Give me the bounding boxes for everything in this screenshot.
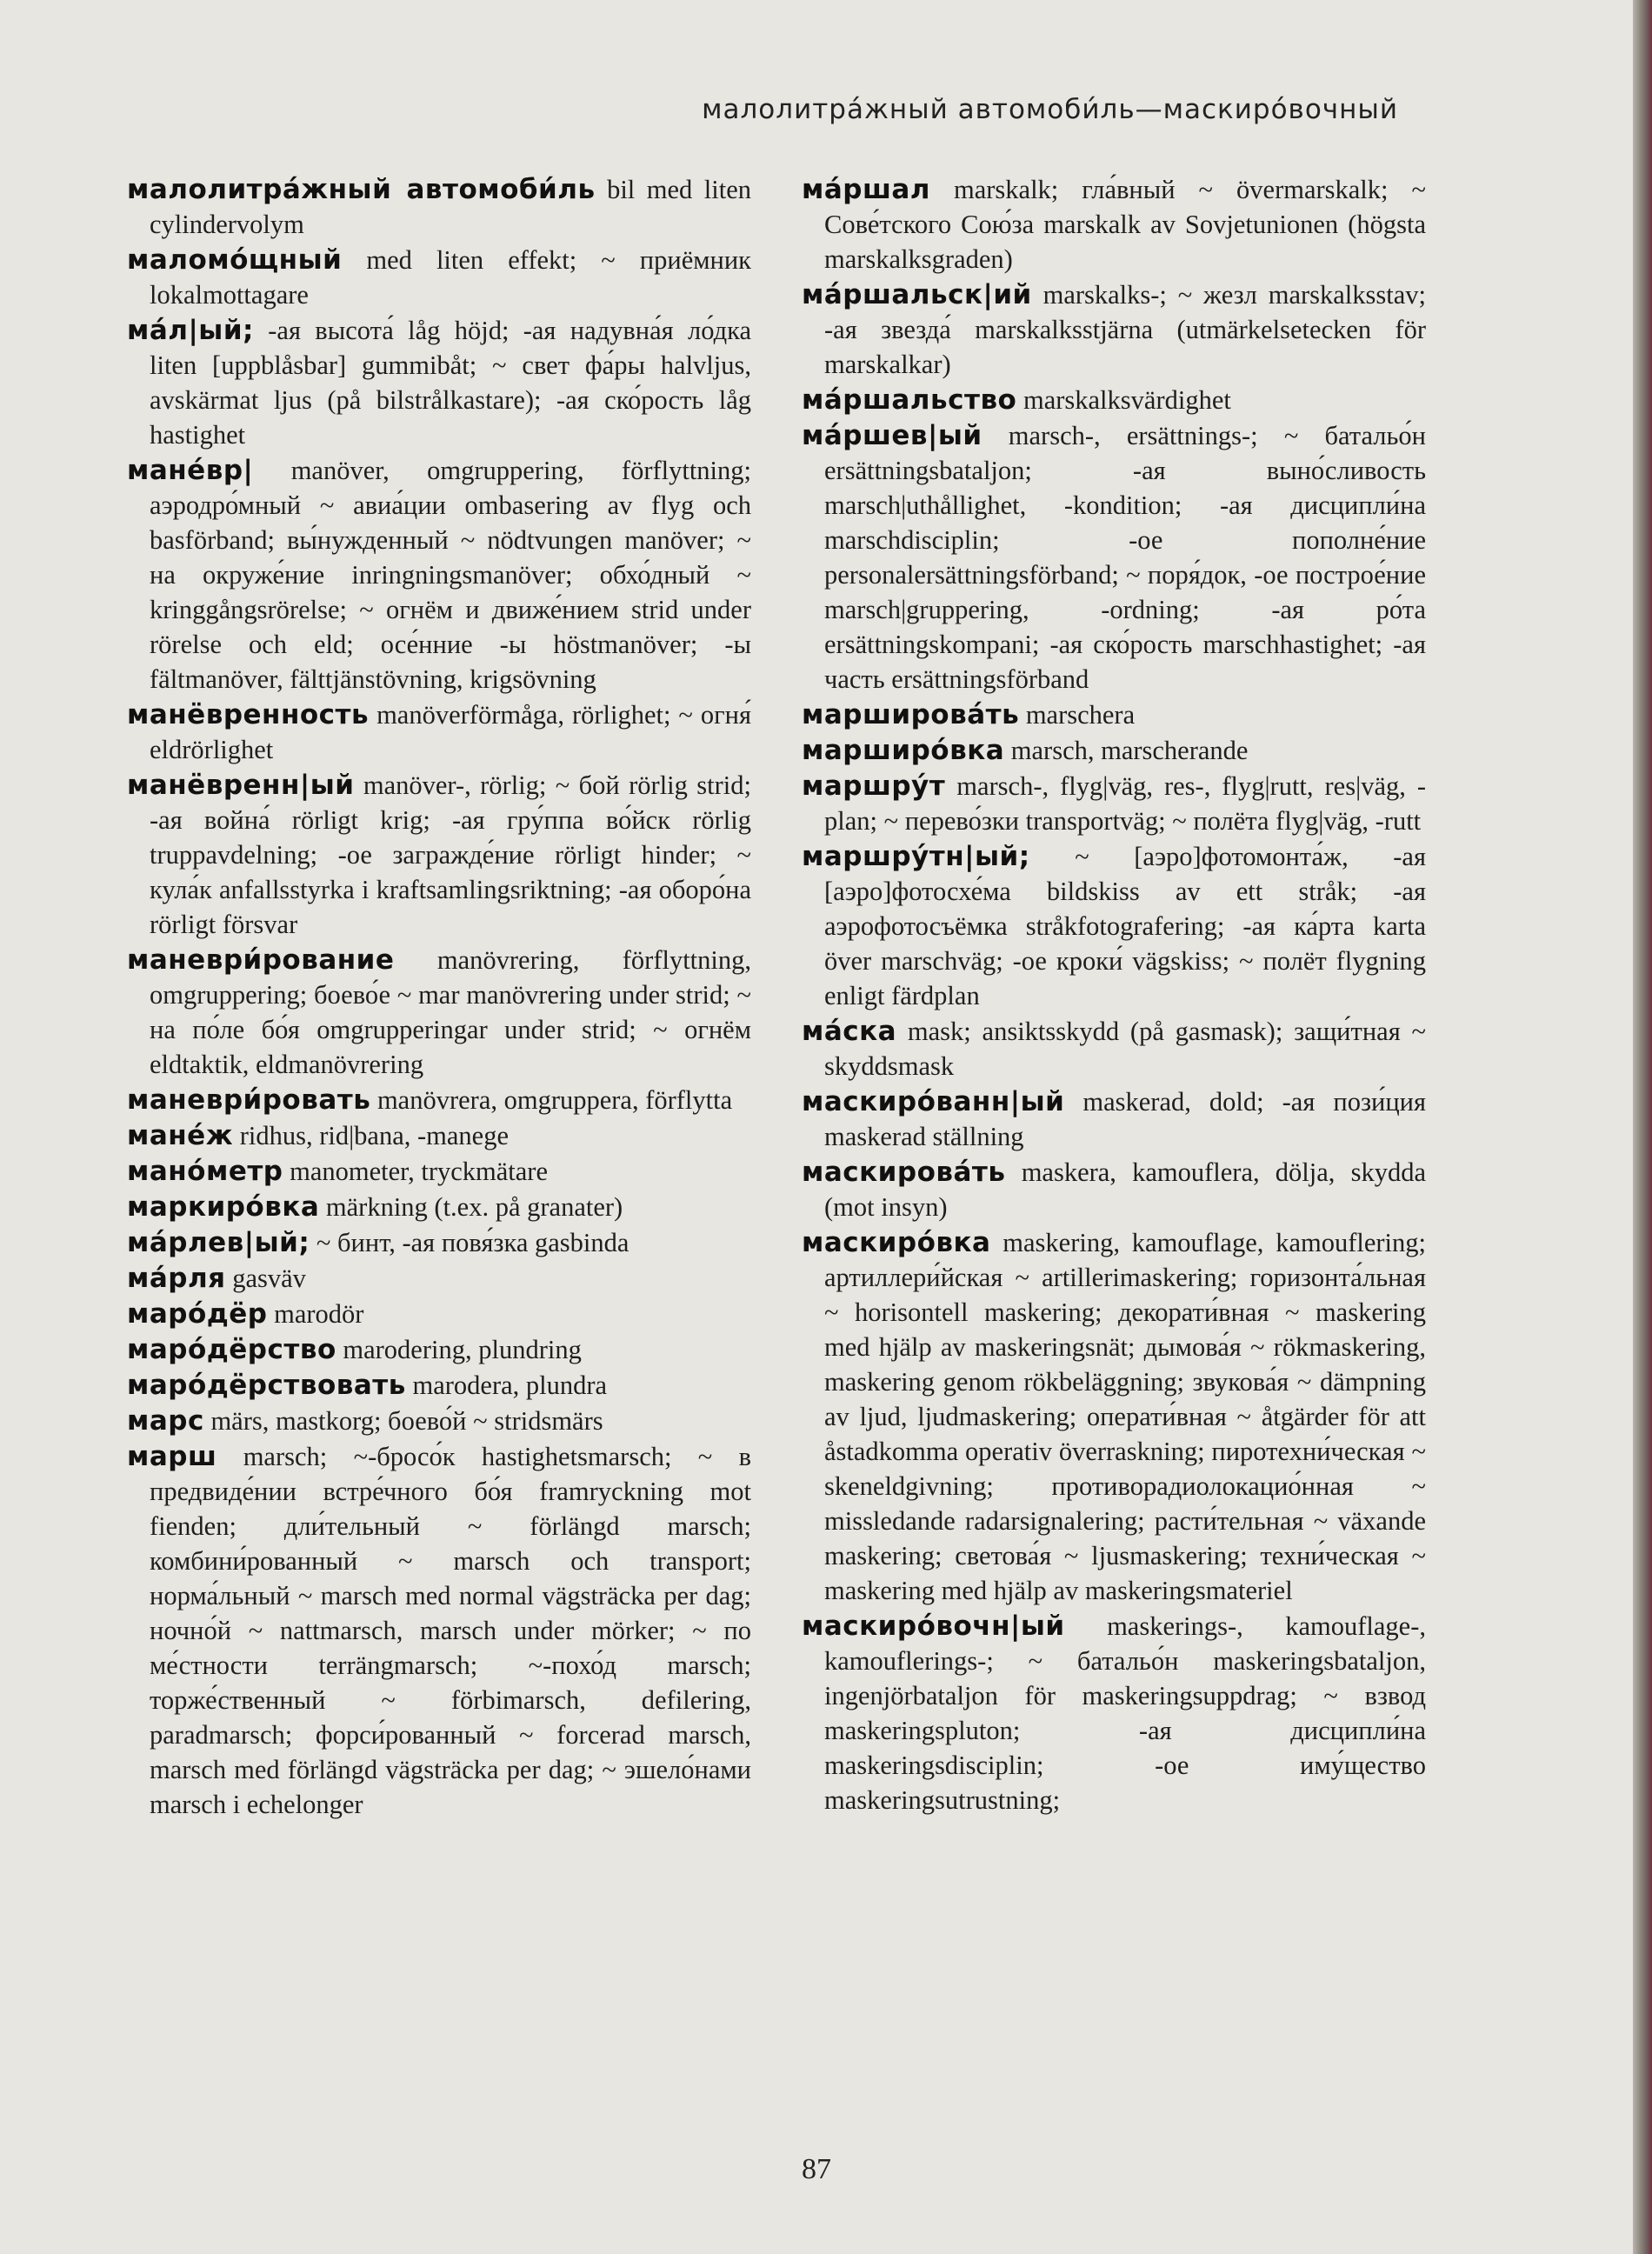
headword: марширо́вка bbox=[802, 735, 1005, 766]
definition: gasväv bbox=[232, 1264, 306, 1293]
headword: маскиро́ванн|ый bbox=[802, 1086, 1065, 1117]
headword: ма́ршальство bbox=[802, 384, 1017, 416]
right-column bbox=[802, 172, 1426, 1818]
headword: ма́л|ый; bbox=[127, 315, 254, 346]
headword: ма́рля bbox=[127, 1263, 226, 1294]
headword: маскиро́вочн|ый bbox=[802, 1610, 1065, 1642]
dictionary-entry bbox=[802, 277, 1426, 382]
definition: marskalks-; ~ жезл marskalksstav; -ая звезда́ marskalksstjärna (utmärkelsetecken för marskalkar) bbox=[824, 280, 1427, 379]
headword: маро́дёр bbox=[127, 1298, 268, 1330]
dictionary-entry bbox=[802, 1609, 1426, 1817]
dictionary-entry bbox=[127, 1154, 751, 1189]
dictionary-entry bbox=[127, 768, 751, 942]
dictionary-entry bbox=[802, 1014, 1426, 1084]
dictionary-entry bbox=[127, 697, 751, 767]
headword: мане́вр| bbox=[127, 455, 254, 486]
left-column bbox=[127, 172, 751, 1823]
headword: ма́рлев|ый; bbox=[127, 1227, 310, 1258]
dictionary-entry bbox=[127, 313, 751, 452]
running-head: малолитра́жный автомоби́ль—маскиро́вочный bbox=[702, 94, 1398, 125]
dictionary-entry bbox=[127, 1297, 751, 1331]
definition: mask; ansiktsskydd (på gasmask); защи́тная ~ skyddsmask bbox=[824, 1017, 1427, 1081]
dictionary-entry bbox=[127, 1332, 751, 1367]
headword: мано́метр bbox=[127, 1156, 283, 1187]
definition: marschera bbox=[1025, 700, 1136, 730]
page-number: 87 bbox=[802, 2153, 831, 2185]
definition: -ая высота́ låg höjd; -ая надувна́я ло́дка liten [uppblåsbar] gummibåt; ~ свет фа́ры halvljus, avskärmat ljus (på bilstrålkastare); -ая ско́рость låg hastighet bbox=[150, 316, 752, 450]
headword: ма́ршев|ый bbox=[802, 420, 983, 451]
dictionary-entry bbox=[127, 243, 751, 312]
definition: marskalksvärdighet bbox=[1023, 385, 1231, 415]
dictionary-entry bbox=[802, 1155, 1426, 1224]
dictionary-entry bbox=[127, 1261, 751, 1296]
book-spine-edge bbox=[1633, 0, 1652, 2254]
headword: малолитра́жный автомоби́ль bbox=[127, 174, 596, 205]
definition: bil med liten cylindervolym bbox=[150, 175, 751, 239]
headword: маро́дёрствовать bbox=[127, 1370, 406, 1401]
dictionary-entry bbox=[802, 1225, 1426, 1608]
definition: märkning (t.ex. på granater) bbox=[325, 1192, 623, 1222]
definition: maskerings-, kamouflage-, kamouflerings-; ~ батальо́н maskeringsbataljon, ingenjörbataljon för maskeringsuppdrag; ~ взвод maskeringspluton; -ая дисципли́на maskeringsdisciplin; -ое иму́щество maskeringsutrustning; bbox=[824, 1611, 1426, 1815]
definition: ridhus, rid|bana, -manege bbox=[239, 1121, 509, 1150]
dictionary-entry bbox=[802, 172, 1426, 277]
definition: marsch-, flyg|väg, res-, flyg|rutt, res|väg, -plan; ~ перево́зки transportväg; ~ полёта flyg|väg, -rutt bbox=[824, 771, 1427, 836]
definition: maskerad, dold; -ая пози́ция maskerad ställning bbox=[824, 1087, 1426, 1151]
dictionary-entry bbox=[127, 1225, 751, 1260]
definition: manöverförmåga, rörlighet; ~ огня́ eldrörlighet bbox=[150, 700, 751, 764]
dictionary-entry bbox=[127, 1190, 751, 1224]
headword: ма́ршальск|ий bbox=[802, 279, 1032, 310]
definition: maskera, kamouflera, dölja, skydda (mot insyn) bbox=[824, 1157, 1426, 1222]
headword: марш bbox=[127, 1441, 217, 1472]
dictionary-entry bbox=[127, 172, 751, 242]
dictionary-entry bbox=[802, 839, 1426, 1013]
dictionary-entry bbox=[127, 1368, 751, 1403]
dictionary-entry bbox=[802, 769, 1426, 838]
dictionary-entry bbox=[127, 1439, 751, 1822]
definition: manöver-, rörlig; ~ бой rörlig strid; -ая война́ rörligt krig; -ая гру́ппа во́йск rörlig truppavdelning; -ое загражде́ние rörligt hinder; ~ кула́к anfallsstyrka i kraftsamlingsriktning; -ая оборо́на rörligt försvar bbox=[150, 770, 752, 939]
dictionary-entry bbox=[127, 1404, 751, 1438]
headword: маро́дёрство bbox=[127, 1334, 336, 1365]
headword: мане́ж bbox=[127, 1120, 234, 1151]
definition: manometer, tryckmätare bbox=[290, 1157, 548, 1186]
definition: marskalk; гла́вный ~ övermarskalk; ~ Сове́тского Сою́за marskalk av Sovjetunionen (högsta marskalksgraden) bbox=[824, 175, 1426, 274]
headword: маршру́т bbox=[802, 770, 946, 802]
definition: marsch, marscherande bbox=[1010, 736, 1249, 765]
headword: манёвренность bbox=[127, 699, 370, 730]
definition: manövrera, omgruppera, förflytta bbox=[376, 1085, 733, 1115]
headword: маркиро́вка bbox=[127, 1191, 320, 1223]
headword: ма́ска bbox=[802, 1016, 897, 1047]
definition: marodering, plundring bbox=[343, 1335, 582, 1364]
definition: ~ бинт, -ая повя́зка gasbinda bbox=[316, 1228, 629, 1257]
definition: marodera, plundra bbox=[412, 1370, 608, 1400]
headword: марс bbox=[127, 1405, 204, 1437]
headword: ма́ршал bbox=[802, 174, 930, 205]
definition: ~ [аэро]фотомонта́ж, -ая [аэро]фотосхе́ма bildskiss av ett stråk; -ая аэрофотосъёмка stråkfotografering; -ая ка́рта karta över marschväg; -ое кроки́ vägskiss; ~ полёт flygning enligt färdplan bbox=[824, 842, 1426, 1010]
dictionary-entry bbox=[127, 1118, 751, 1153]
headword: марширова́ть bbox=[802, 699, 1020, 730]
dictionary-entry bbox=[127, 943, 751, 1082]
definition: marodör bbox=[274, 1299, 364, 1329]
headword: маневри́рование bbox=[127, 944, 395, 976]
dictionary-entry bbox=[802, 418, 1426, 697]
dictionary-entry bbox=[802, 733, 1426, 768]
dictionary-entry bbox=[802, 383, 1426, 417]
definition: marsch; ~-бросо́к hastighetsmarsch; ~ в предвиде́нии встре́чного бо́я framryckning mot fienden; дли́тельный ~ förlängd marsch; комбини́рованный ~ marsch och transport; норма́льный ~ marsch med normal vägsträcka per dag; ночно́й ~ nattmarsch, marsch under mörker; ~ по ме́стности terrängmarsch; ~-похо́д marsch; торже́ственный ~ förbimarsch, defilering, paradmarsch; форси́рованный ~ forcerad marsch, marsch med förlängd vägsträcka per dag; ~ эшело́нами marsch i echelonger bbox=[150, 1442, 752, 1819]
headword: маскирова́ть bbox=[802, 1157, 1006, 1188]
definition: manöver, omgruppering, förflyttning; аэродро́мный ~ авиа́ции ombasering av flyg och basförband; вы́нужденный ~ nödtvungen manöver; ~ на окруже́ние inringningsmanöver; обхо́дный ~ kringgångsrörelse; ~ огнём и движе́нием strid under rörelse och eld; осе́нние -ы höstmanöver; -ы fältmanöver, fälttjänstövning, krigsövning bbox=[150, 456, 751, 694]
definition: med liten effekt; ~ приёмник lokalmottagare bbox=[150, 245, 752, 310]
headword: маскиро́вка bbox=[802, 1227, 991, 1258]
headword: маломо́щный bbox=[127, 244, 343, 276]
definition: marsch-, ersättnings-; ~ батальо́н ersättningsbataljon; -ая выно́сливость marsch|uthållighet, -kondition; -ая дисципли́на marschdisciplin; -ое пополне́ние personalersättningsförband; ~ поря́док, -ое построе́ние marsch|gruppering, -ordning; -ая ро́та ersättningskompani; -ая ско́рость marschhastighet; -ая часть ersättningsförband bbox=[824, 421, 1426, 694]
definition: maskering, kamouflage, kamouflering; артиллери́йская ~ artillerimaskering; горизонта́льная ~ horisontell maskering; декорати́вная ~ maskering med hjälp av maskeringsnät; дымова́я ~ rökmaskering, maskering genom rökbeläggning; звукова́я ~ dämpning av ljud, ljudmaskering; операти́вная ~ åtgärder för att åstadkomma operativ överraskning; пиротехни́ческая ~ skeneldgivning; противорадиолокацио́нная ~ missledande radarsignalering; расти́тельная ~ växande maskering; светова́я ~ ljusmaskering; техни́ческая ~ maskering med hjälp av maskeringsmateriel bbox=[824, 1228, 1426, 1605]
dictionary-entry bbox=[127, 1083, 751, 1117]
dictionary-entry bbox=[802, 1084, 1426, 1154]
headword: маршру́тн|ый; bbox=[802, 841, 1030, 872]
dictionary-entry bbox=[127, 453, 751, 697]
dictionary-entry bbox=[802, 697, 1426, 732]
headword: манёвренн|ый bbox=[127, 770, 355, 801]
headword: маневри́ровать bbox=[127, 1084, 371, 1116]
definition: märs, mastkorg; боево́й ~ stridsmärs bbox=[210, 1406, 603, 1436]
definition: manövrering, förflyttning, omgruppering; боево́е ~ mar manövrering under strid; ~ на по́ле бо́я omgrupperingar under strid; ~ огнём eldtaktik, eldmanövrering bbox=[150, 945, 751, 1079]
